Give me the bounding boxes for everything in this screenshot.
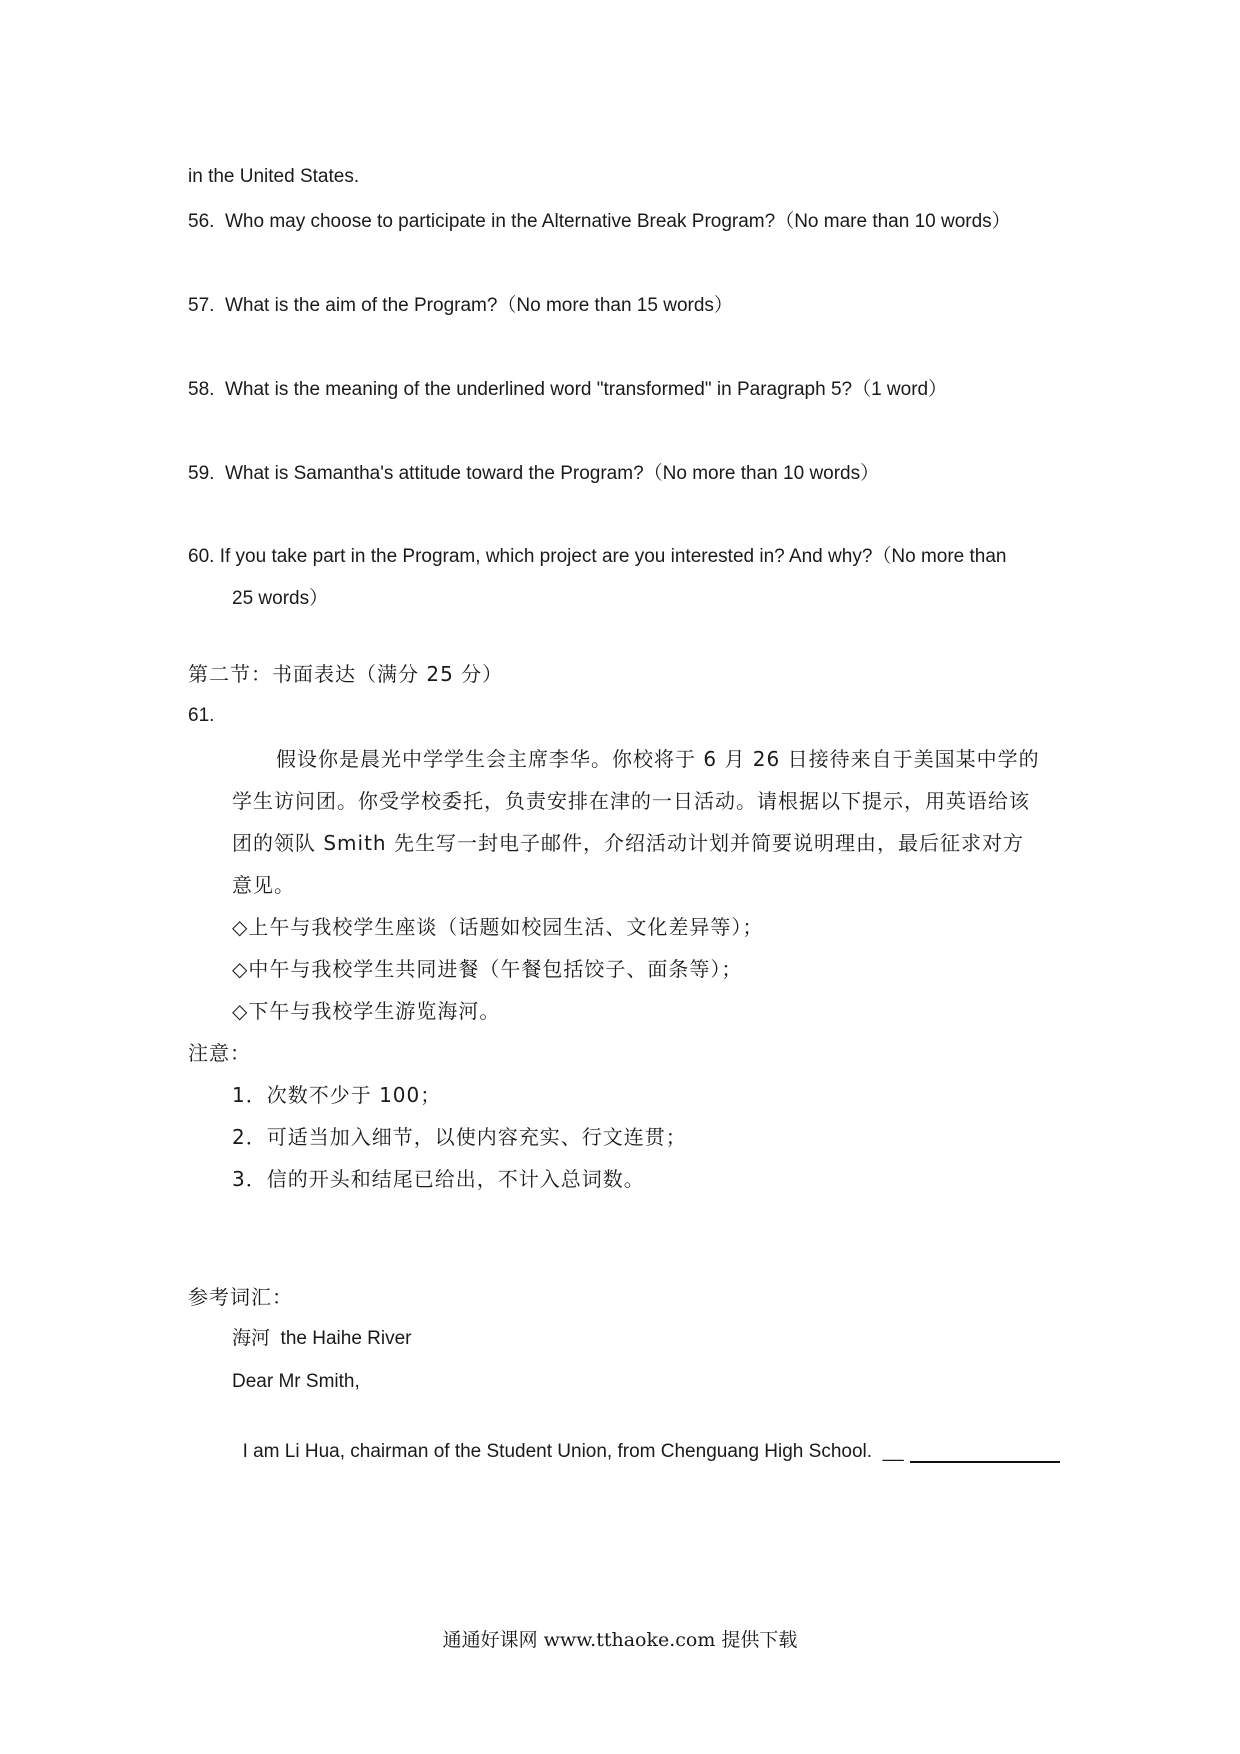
notes-title: 注意：: [188, 1041, 251, 1065]
letter-greeting: Dear Mr Smith,: [232, 1371, 360, 1392]
prompt-line-2: 学生访问团。你受学校委托，负责安排在津的一日活动。请根据以下提示，用英语给该: [232, 789, 1030, 813]
prompt-line-1: 假设你是晨光中学学生会主席李华。你校将于 6 月 26 日接待来自于美国某中学的: [276, 747, 1040, 771]
vocab-title: 参考词汇：: [188, 1285, 293, 1309]
question-58: 58. What is the meaning of the underlined word "transformed" in Paragraph 5?（1 word）: [188, 379, 948, 400]
question-61-number: 61.: [188, 705, 215, 726]
prompt-line-4: 意见。: [232, 873, 295, 897]
question-59: 59. What is Samantha's attitude toward the Program?（No more than 10 words）: [188, 463, 880, 484]
bullet-noon: ◇中午与我校学生共同进餐（午餐包括饺子、面条等）；: [232, 957, 743, 981]
bullet-afternoon: ◇下午与我校学生游览海河。: [232, 999, 501, 1023]
prompt-line-3: 团的领队 Smith 先生写一封电子邮件，介绍活动计划并简要说明理由，最后征求对方: [232, 831, 1024, 855]
question-57: 57. What is the aim of the Program?（No more than 15 words）: [188, 295, 733, 316]
answer-blank[interactable]: [910, 1461, 1060, 1463]
reading-continuation: in the United States.: [188, 166, 360, 187]
writing-section-title: 第二节：书面表达（满分 25 分）: [188, 662, 504, 686]
vocab-entry: 海河 the Haihe River: [232, 1328, 412, 1349]
bullet-morning: ◇上午与我校学生座谈（话题如校园生活、文化差异等）；: [232, 915, 764, 939]
question-60: 60. If you take part in the Program, which project are you interested in? And why?（No more than: [188, 546, 1007, 567]
note-3: 3．信的开头和结尾已给出，不计入总词数。: [232, 1167, 645, 1191]
question-60-continuation: 25 words）: [232, 588, 329, 609]
note-1: 1．次数不少于 100；: [232, 1083, 442, 1107]
letter-opening-text: I am Li Hua, chairman of the Student Union, from Chenguang High School. __: [242, 1441, 904, 1462]
letter-opening: [232, 1410, 1060, 1466]
note-2: 2．可适当加入细节，以使内容充实、行文连贯；: [232, 1125, 687, 1149]
footer-source: 通通好课网 www.tthaoke.com 提供下载: [442, 1629, 798, 1651]
question-56: 56. Who may choose to participate in the Alternative Break Program?（No mare than 10 words）: [188, 211, 1011, 232]
